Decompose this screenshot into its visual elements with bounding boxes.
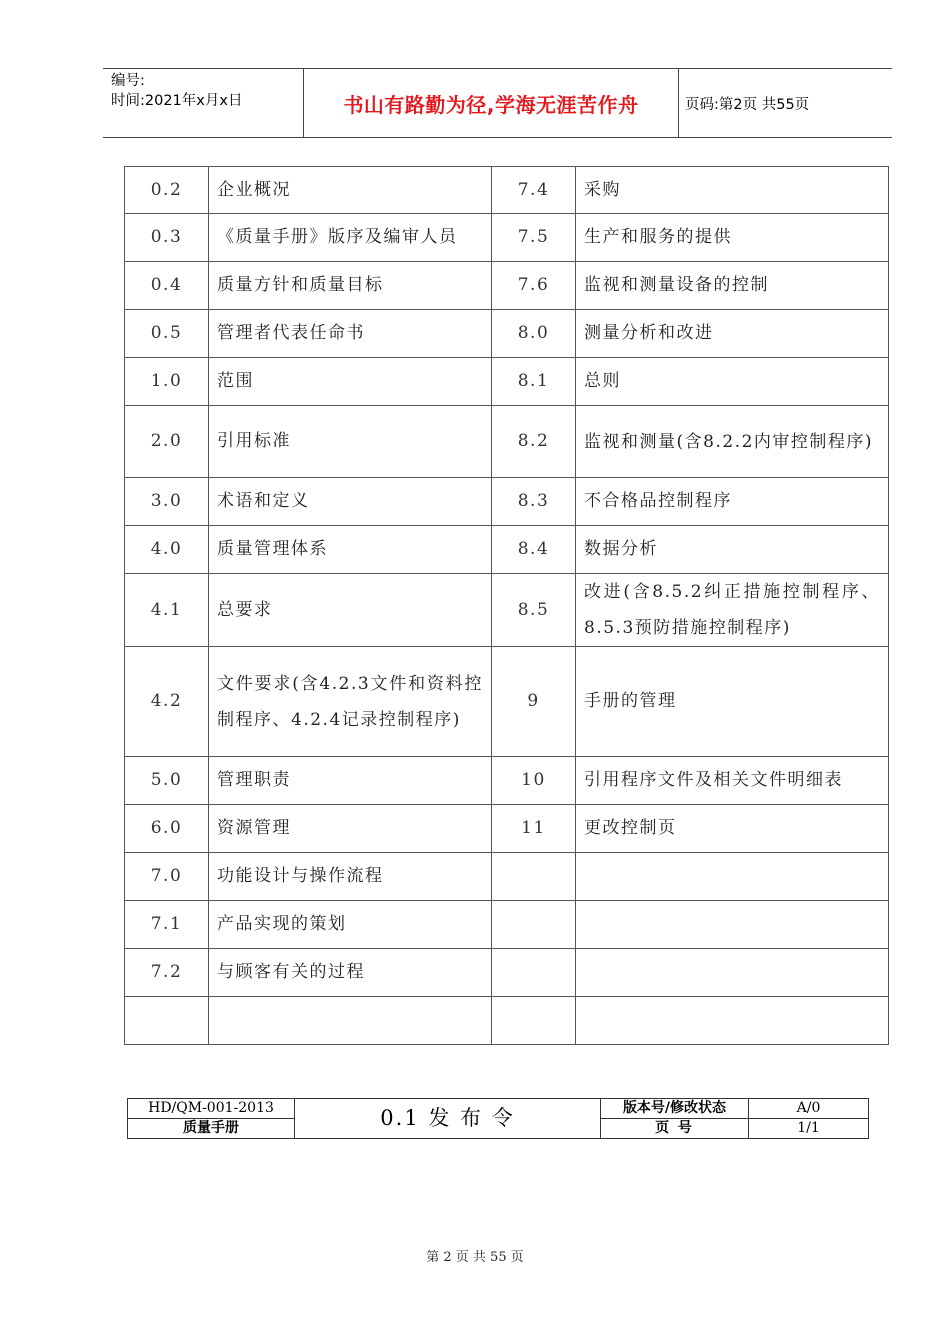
section-title: 不合格品控制程序 — [576, 478, 889, 526]
contents-row — [125, 214, 889, 262]
section-number: 0.5 — [125, 310, 209, 358]
section-number: 7.2 — [125, 949, 209, 997]
section-title — [209, 997, 492, 1045]
section-number — [492, 853, 576, 901]
contents-row — [125, 757, 889, 805]
contents-row — [125, 574, 889, 647]
section-number: 8.2 — [492, 406, 576, 478]
section-number: 4.0 — [125, 526, 209, 574]
section-title: 范围 — [209, 358, 492, 406]
page-footer: 第 2 页 共 55 页 — [426, 1250, 524, 1265]
section-number: 7.5 — [492, 214, 576, 262]
section-title: 引用程序文件及相关文件明细表 — [576, 757, 889, 805]
section-title: 文件要求(含4.2.3文件和资料控制程序、4.2.4记录控制程序) — [209, 647, 492, 757]
contents-row — [125, 358, 889, 406]
number-label: 编号: — [111, 73, 145, 89]
contents-table — [124, 166, 889, 1045]
section-number: 4.1 — [125, 574, 209, 647]
page-header-band — [103, 68, 892, 138]
document-title: 0.1 发 布 令 — [295, 1099, 601, 1139]
section-title: 资源管理 — [209, 805, 492, 853]
section-title: 更改控制页 — [576, 805, 889, 853]
contents-row — [125, 949, 889, 997]
section-number: 0.3 — [125, 214, 209, 262]
section-title: 采购 — [576, 167, 889, 214]
section-title: 总要求 — [209, 574, 492, 647]
document-header-table — [127, 1098, 869, 1139]
contents-row — [125, 853, 889, 901]
section-number — [492, 901, 576, 949]
contents-row — [125, 310, 889, 358]
contents-row — [125, 526, 889, 574]
section-number: 6.0 — [125, 805, 209, 853]
section-title: 数据分析 — [576, 526, 889, 574]
section-number: 7.4 — [492, 167, 576, 214]
section-title: 改进(含8.5.2纠正措施控制程序、8.5.3预防措施控制程序) — [576, 574, 889, 647]
contents-row — [125, 406, 889, 478]
section-title: 总则 — [576, 358, 889, 406]
version-value: A/0 — [749, 1099, 869, 1119]
contents-row — [125, 805, 889, 853]
section-title: 生产和服务的提供 — [576, 214, 889, 262]
section-title: 监视和测量(含8.2.2内审控制程序) — [576, 406, 889, 478]
section-title: 管理者代表任命书 — [209, 310, 492, 358]
section-number: 8.0 — [492, 310, 576, 358]
section-title: 测量分析和改进 — [576, 310, 889, 358]
section-number — [125, 997, 209, 1045]
page-number-label: 页 号 — [601, 1119, 749, 1139]
manual-name: 质量手册 — [128, 1119, 295, 1139]
section-title: 引用标准 — [209, 406, 492, 478]
section-title — [576, 997, 889, 1045]
section-title — [576, 853, 889, 901]
section-number: 7.1 — [125, 901, 209, 949]
contents-table-body — [125, 167, 889, 1045]
section-number: 7.6 — [492, 262, 576, 310]
section-number — [492, 997, 576, 1045]
version-label: 版本号/修改状态 — [601, 1099, 749, 1119]
section-number: 8.1 — [492, 358, 576, 406]
section-number: 0.4 — [125, 262, 209, 310]
contents-row — [125, 262, 889, 310]
section-number: 11 — [492, 805, 576, 853]
section-title: 手册的管理 — [576, 647, 889, 757]
section-number: 8.5 — [492, 574, 576, 647]
header-motto: 书山有路勤为径,学海无涯苦作舟 — [343, 92, 639, 117]
section-title: 术语和定义 — [209, 478, 492, 526]
section-title: 《质量手册》版序及编审人员 — [209, 214, 492, 262]
section-title: 管理职责 — [209, 757, 492, 805]
section-number: 8.3 — [492, 478, 576, 526]
contents-row — [125, 997, 889, 1045]
contents-row — [125, 901, 889, 949]
section-number: 2.0 — [125, 406, 209, 478]
section-number: 0.2 — [125, 167, 209, 214]
section-title: 功能设计与操作流程 — [209, 853, 492, 901]
section-number: 10 — [492, 757, 576, 805]
section-number: 8.4 — [492, 526, 576, 574]
section-number: 9 — [492, 647, 576, 757]
document-code: HD/QM-001-2013 — [128, 1099, 295, 1119]
section-number: 5.0 — [125, 757, 209, 805]
section-title: 质量管理体系 — [209, 526, 492, 574]
section-number — [492, 949, 576, 997]
section-title: 企业概况 — [209, 167, 492, 214]
section-title: 与顾客有关的过程 — [209, 949, 492, 997]
section-number: 3.0 — [125, 478, 209, 526]
header-meta — [111, 71, 242, 111]
section-title: 监视和测量设备的控制 — [576, 262, 889, 310]
header-page-number: 页码:第2页 共55页 — [685, 96, 810, 113]
section-number: 7.0 — [125, 853, 209, 901]
section-title — [576, 901, 889, 949]
header-divider — [678, 69, 679, 137]
section-title — [576, 949, 889, 997]
section-title: 产品实现的策划 — [209, 901, 492, 949]
contents-row — [125, 647, 889, 757]
contents-row — [125, 478, 889, 526]
section-number: 1.0 — [125, 358, 209, 406]
page-number-value: 1/1 — [749, 1119, 869, 1139]
time-label: 时间:2021年x月x日 — [111, 93, 243, 109]
section-number: 4.2 — [125, 647, 209, 757]
contents-row — [125, 167, 889, 214]
section-title: 质量方针和质量目标 — [209, 262, 492, 310]
